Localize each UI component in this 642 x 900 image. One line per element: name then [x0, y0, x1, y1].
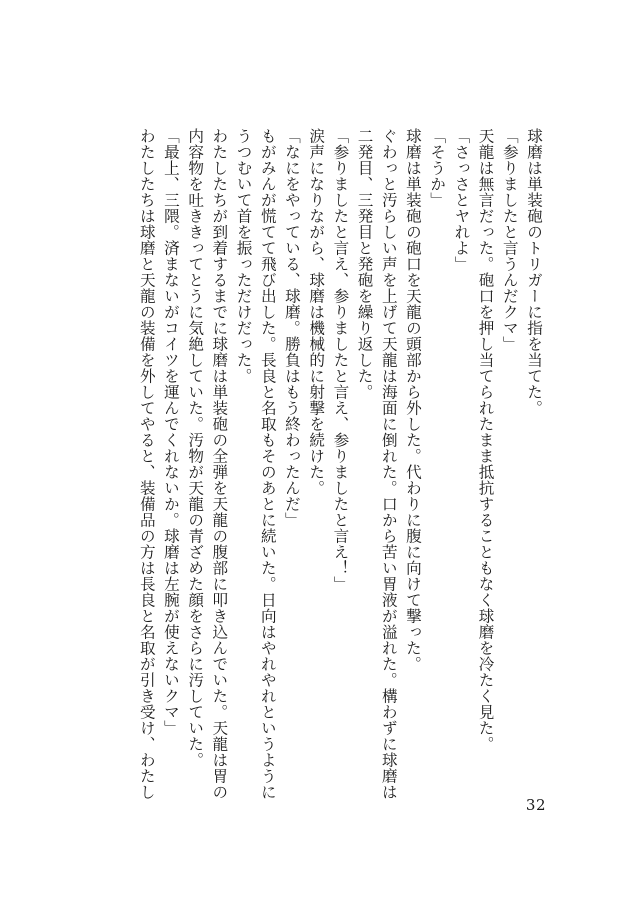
vertical-text-body [86, 128, 546, 800]
text-line: もがみんが慌てて飛び出した。長良と名取もそのあとに続いた。日向はやれやれというように [258, 128, 277, 800]
text-line: うつむいて首を振っただけだった。 [234, 128, 253, 384]
text-line: 「参りましたと言え、参りましたと言え、参りましたと言え！」 [331, 128, 350, 592]
text-line: 内容物を吐ききってとうに気絶していた。汚物が天龍の青ざめた顔をさらに汚していた。 [186, 128, 205, 768]
text-line: 「さっさとヤれよ」 [452, 128, 471, 272]
text-line: 天龍は無言だった。砲口を押し当てられたまま抵抗することもなく球磨を冷たく見た。 [476, 128, 495, 752]
text-line: 球磨は単装砲のトリガーに指を当てた。 [525, 128, 543, 416]
text-line: 「参りましたと言うんだクマ」 [500, 128, 519, 352]
text-line: 「最上、三隈。済まないがコイツを運んでくれないか。球磨は左腕が使えないクマ」 [161, 128, 180, 736]
page-number: 32 [525, 796, 546, 814]
text-line: 球磨は単装砲の砲口を天龍の頭部から外した。代わりに腹に向けて撃った。 [403, 128, 422, 672]
text-line: ぐわっと汚らしい声を上げて天龍は海面に倒れた。口から苦い胃液が溢れた。構わずに球磨は [379, 128, 398, 800]
text-line: 二発目、三発目と発砲を繰り返した。 [355, 128, 374, 400]
text-line: わたしたちが到着するまでに球磨は単装砲の全弾を天龍の腹部に叩き込んでいた。天龍は胃の [210, 128, 229, 800]
text-line: わたしたちは球磨と天龍の装備を外してやると、装備品の方は長良と名取が引き受け、わたし [137, 128, 156, 800]
text-line: 涙声になりながら、球磨は機械的に射撃を続けた。 [307, 128, 326, 496]
text-line: 「なにをやっている、球磨。勝負はもう終わったんだ」 [282, 128, 301, 528]
text-line: 「そうか」 [428, 128, 447, 208]
